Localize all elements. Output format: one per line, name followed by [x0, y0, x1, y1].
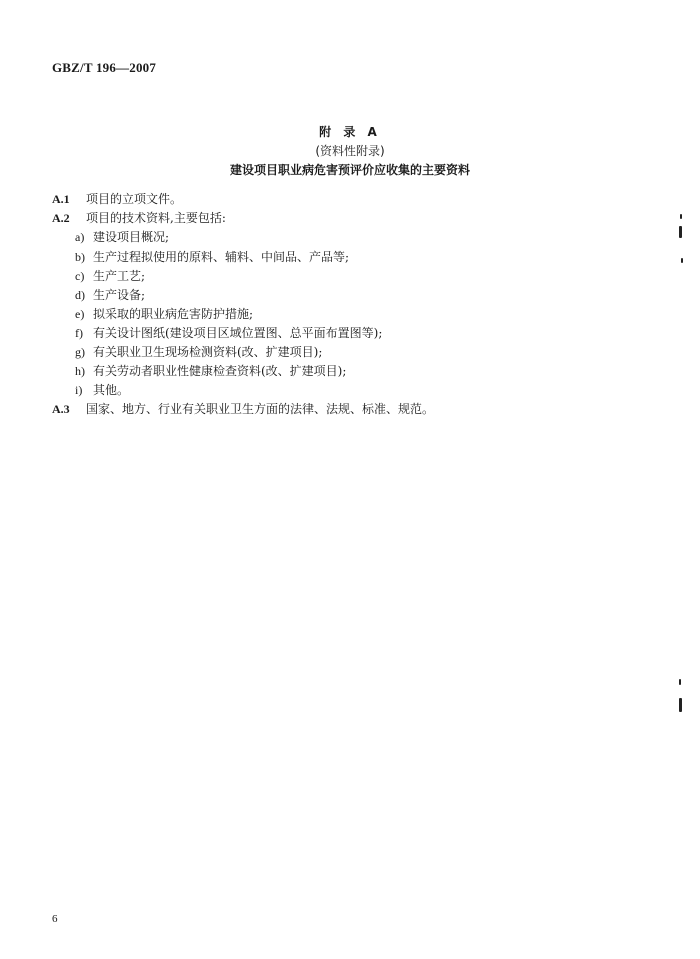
item-text: 建设项目概况;	[93, 230, 170, 244]
list-item	[75, 248, 349, 265]
scan-artifact	[681, 258, 683, 263]
item-text: 生产过程拟使用的原料、辅料、中间品、产品等;	[93, 250, 350, 264]
clause-number: A.1	[52, 192, 70, 206]
item-label: e)	[75, 307, 85, 321]
item-text: 其他。	[93, 383, 130, 397]
clause-a1	[52, 190, 182, 207]
list-item	[75, 267, 145, 284]
clause-text: 项目的立项文件。	[86, 192, 183, 206]
item-text: 有关设计图纸(建设项目区域位置图、总平面布置图等);	[93, 326, 383, 340]
item-label: h)	[75, 364, 85, 378]
list-item	[75, 228, 169, 245]
appendix-type: (资料性附录)	[315, 144, 385, 158]
scan-artifact	[679, 679, 681, 685]
list-item	[75, 305, 253, 322]
appendix-title: 附 录 A	[319, 125, 381, 139]
clause-a2	[52, 209, 226, 226]
item-text: 拟采取的职业病危害防护措施;	[93, 307, 254, 321]
list-item	[75, 343, 322, 360]
scan-artifact	[679, 698, 682, 712]
list-item	[75, 362, 346, 379]
clause-number: A.3	[52, 402, 70, 416]
list-item	[75, 286, 145, 303]
clause-number: A.2	[52, 211, 70, 225]
scan-artifact	[679, 226, 682, 238]
list-item	[75, 381, 129, 398]
item-label: g)	[75, 345, 85, 359]
clause-a3	[52, 400, 434, 417]
item-label: f)	[75, 326, 83, 340]
appendix-name: 建设项目职业病危害预评价应收集的主要资料	[229, 163, 470, 177]
item-label: b)	[75, 250, 85, 264]
item-label: a)	[75, 230, 85, 244]
item-text: 生产设备;	[93, 288, 146, 302]
item-text: 生产工艺;	[93, 269, 146, 283]
clause-text: 项目的技术资料,主要包括:	[86, 211, 226, 225]
item-label: i)	[75, 383, 83, 397]
item-text: 有关劳动者职业性健康检查资料(改、扩建项目);	[93, 364, 347, 378]
item-text: 有关职业卫生现场检测资料(改、扩建项目);	[93, 345, 323, 359]
clause-text: 国家、地方、行业有关职业卫生方面的法律、法规、标准、规范。	[86, 402, 435, 416]
standard-code: GBZ/T 196—2007	[52, 60, 157, 75]
item-label: c)	[75, 269, 85, 283]
scan-artifact	[680, 214, 682, 219]
list-item	[75, 324, 382, 341]
item-label: d)	[75, 288, 85, 302]
page-number: 6	[52, 913, 58, 925]
